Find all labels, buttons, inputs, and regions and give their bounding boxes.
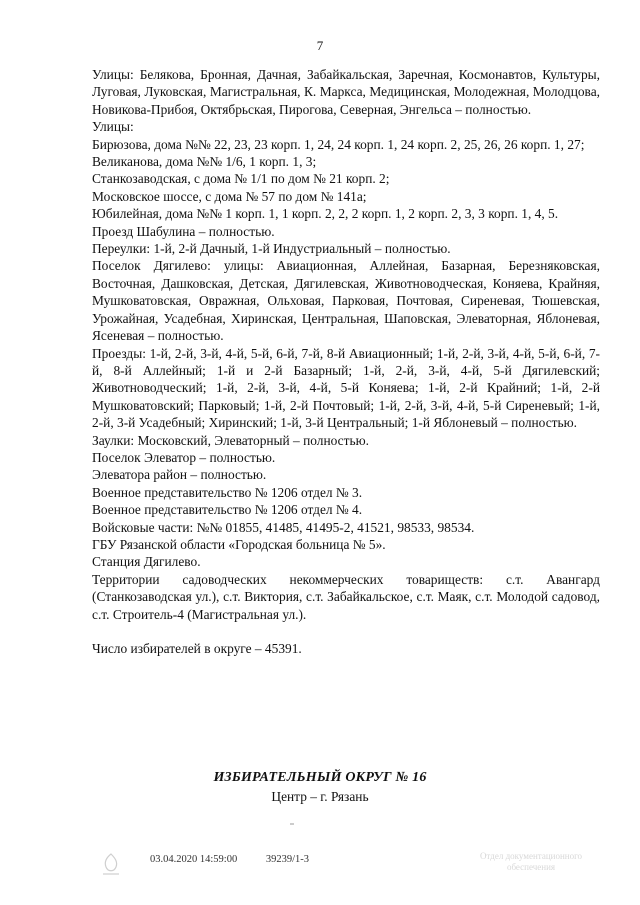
paragraph-hospital: ГБУ Рязанской области «Городская больница № 5». [92,536,386,552]
paragraph-biryuzova: Бирюзова, дома №№ 22, 23, 23 корп. 1, 24, 24 корп. 1, 24 корп. 2, 25, 26, 26 корп. 1, 27; [92,136,585,152]
footer [150,854,335,865]
paragraph-velikanova: Великанова, дома №№ 1/6, 1 корп. 1, 3; [92,154,317,170]
paragraph-poselok-elevator: Поселок Элеватор – полностью. [92,449,276,465]
stamp-watermark: Отдел документационного обеспечения [479,851,583,872]
paragraph-military-rep-4: Военное представительство № 1206 отдел № 4. [92,502,363,518]
scan-mark [290,823,294,825]
paragraph-streets-label: Улицы: [92,119,134,135]
district-heading: ИЗБИРАТЕЛЬНЫЙ ОКРУГ № 16 [213,770,427,785]
document-body [92,66,600,657]
paragraph-elevator-rayon: Элеватора район – полностью. [92,467,267,483]
paragraph-station: Станция Дягилево. [92,554,201,570]
footer-date: 03.04.2020 14:59:00 [150,854,238,865]
paragraph-yubileynaya: Юбилейная, дома №№ 1 корп. 1, 1 корп. 2, 2, 2 корп. 1, 2 корп. 2, 3, 3 корп. 1, 4, 5. [92,206,559,222]
paragraph-proezdy: Проезды: 1-й, 2-й, 3-й, 4-й, 5-й, 6-й, 7-й, 8-й Авиационный; 1-й, 2-й, 3-й, 4-й, 5-й, 6-й, 7-й, 8-й Аллейный; 1-й и 2-й Базарный; 1-й, 2-й, 3-й, 4-й, 5-й Дягилевский; Животноводческий; 1-й, 2-й, 3-й, 4-й, 5-й Коняева; 1-й, 2-й Крайний; 1-й, 2-й Мушковатовский; Парковый; 1-й, 2-й Почтовый; 1-й, 2-й, 3-й, 4-й, 5-й Сиреневый; 1-й, 2-й, 3-й Усадебный; Хиринский; 1-й, 3-й Центральный; 1-й Яблоневый – полностью. [92,345,600,431]
voters-count: Число избирателей в округе – 45391. [92,641,302,656]
page-number: 7 [316,38,324,53]
paragraph-proezd-shabulina: Проезд Шабулина – полностью. [92,223,275,239]
paragraph-military-rep-3: Военное представительство № 1206 отдел № 3. [92,484,363,500]
paragraph-garden-territories: Территории садоводческих некоммерческих товариществ: с.т. Авангард (Станкозаводская ул.), с.т. Виктория, с.т. Забайкальское, с.т. Маяк, с.т. Молодой садовод, с.т. Строитель-4 (Магистральная ул.). [92,571,600,622]
paragraph-poselok-dyagilevo: Поселок Дягилево: улицы: Авиационная, Аллейная, Базарная, Березняковская, Восточная, Дашковская, Детская, Дягилевская, Животноводческая, Коняева, Крайняя, Мушковатовская, Овражная, Ольховая, Парковая, Почтовая, Сиреневая, Тюшевская, Урожайная, Усадебная, Хиринская, Центральная, Шаповская, Элеваторная, Яблоневая, Ясеневая – полностью. [92,258,600,344]
paragraph-streets-full: Улицы: Белякова, Бронная, Дачная, Забайкальская, Заречная, Космонавтов, Культуры, Луговая, Луковская, Магистральная, К. Маркса, Медицинская, Молодежная, Молодцова, Новикова-Прибоя, Октябрьская, Пирогова, Северная, Энгельса – полностью. [92,67,600,117]
stamp-logo-icon [100,852,122,878]
paragraph-moskovskoe: Московское шоссе, с дома № 57 по дом № 141а; [92,188,367,204]
paragraph-zaulki: Заулки: Московский, Элеваторный – полностью. [92,432,369,448]
footer-doc-id: 39239/1-3 [265,854,310,865]
paragraph-stankozavodskaya: Станкозаводская, с дома № 1/1 по дом № 21 корп. 2; [92,171,390,187]
paragraph-military-units: Войсковые части: №№ 01855, 41485, 41495-2, 41521, 98533, 98534. [92,519,475,535]
district-subheading: Центр – г. Рязань [271,789,369,804]
paragraph-pereulki: Переулки: 1-й, 2-й Дачный, 1-й Индустриальный – полностью. [92,241,451,257]
